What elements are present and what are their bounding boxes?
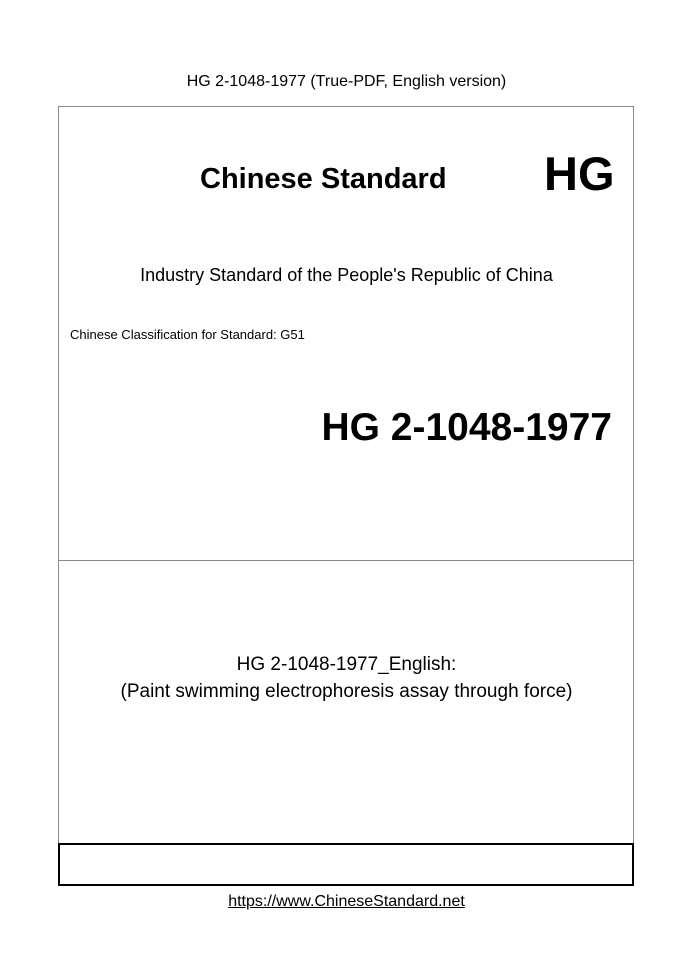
english-subtitle: (Paint swimming electrophoresis assay through force) <box>120 681 573 702</box>
standard-prefix-mark: HG <box>544 147 615 200</box>
classification-label: Chinese Classification for Standard: G51 <box>70 327 305 342</box>
cover-bottom-frame <box>58 843 634 886</box>
footer <box>0 892 693 912</box>
english-title: HG 2-1048-1977_English: <box>236 654 457 675</box>
cover-title: Chinese Standard <box>200 163 447 195</box>
cover-subtitle: Industry Standard of the People's Republic of China <box>140 265 553 285</box>
document-caption: HG 2-1048-1977 (True-PDF, English version) <box>186 73 507 90</box>
standard-number: HG 2-1048-1977 <box>321 406 612 449</box>
website-link[interactable]: https://www.ChineseStandard.net <box>228 893 465 910</box>
